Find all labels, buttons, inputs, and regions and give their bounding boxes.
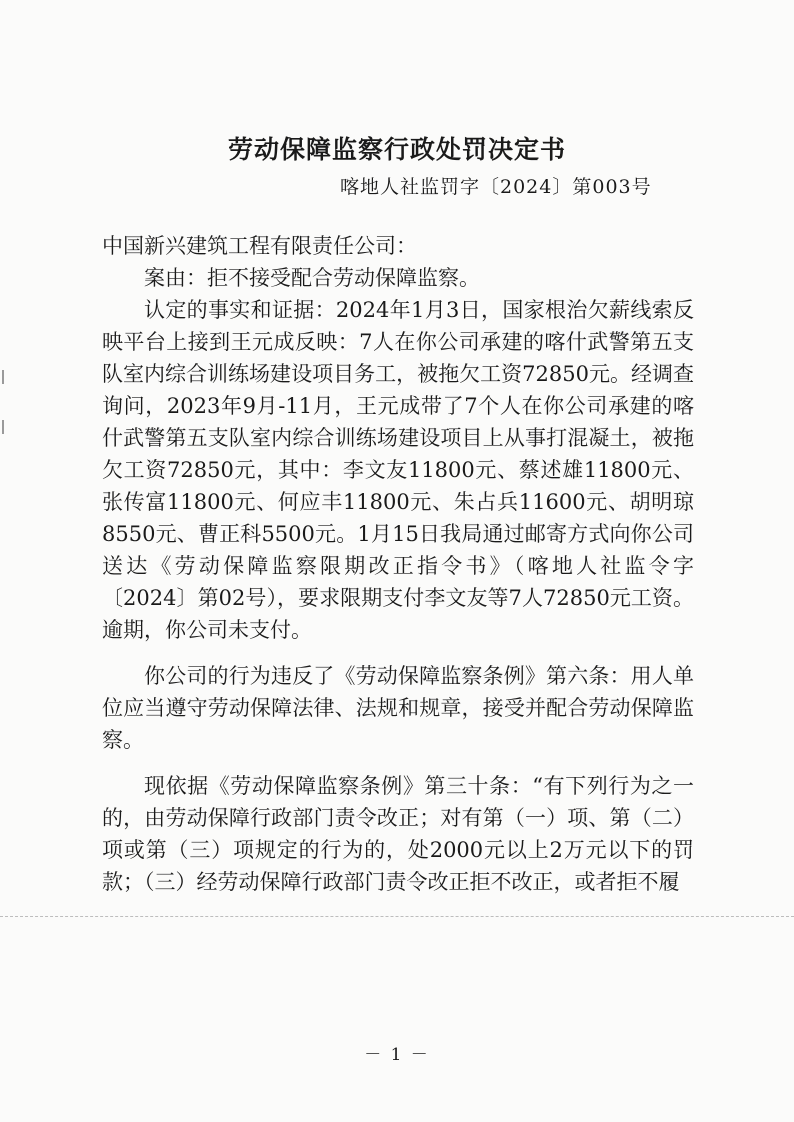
page-number: － 1 －: [364, 1045, 430, 1065]
addressee: 中国新兴建筑工程有限责任公司：: [102, 234, 417, 258]
violation-paragraph: 你公司的行为违反了《劳动保障监察条例》第六条：用人单位应当遵守劳动保障法律、法规和规章，接受并配合劳动保障监察。: [102, 664, 694, 752]
document-number: 喀地人社监罚字〔2024〕第003号: [340, 176, 652, 198]
scan-edge-mark: [2, 370, 4, 384]
scan-edge-mark: [2, 420, 4, 434]
case-cause-paragraph: 案由：拒不接受配合劳动保障监察。: [144, 266, 480, 290]
document-body: [102, 230, 694, 898]
document-title: 劳动保障监察行政处罚决定书: [227, 135, 566, 164]
scan-artifact-line: [0, 916, 794, 917]
legal-basis-paragraph: 现依据《劳动保障监察条例》第三十条：“有下列行为之一的，由劳动保障行政部门责令改正；对有第（一）项、第（二）项或第（三）项规定的行为的，处2000元以上2万元以下的罚款；（三）经劳动保障行政部门责令改正拒不改正，或者拒不履: [102, 774, 694, 894]
facts-evidence-paragraph: 认定的事实和证据：2024年1月3日，国家根治欠薪线索反映平台上接到王元成反映：7人在你公司承建的喀什武警第五支队室内综合训练场建设项目务工，被拖欠工资72850元。经调查询问，2023年9月-11月，王元成带了7个人在你公司承建的喀什武警第五支队室内综合训练场建设项目上从事打混凝土，被拖欠工资72850元，其中：李文友11800元、蔡述雄11800元、张传富11800元、何应丰11800元、朱占兵11600元、胡明琼8550元、曹正科5500元。1月15日我局通过邮寄方式向你公司送达《劳动保障监察限期改正指令书》（喀地人社监令字〔2024〕第02号），要求限期支付李文友等7人72850元工资。逾期，你公司未支付。: [102, 298, 694, 642]
